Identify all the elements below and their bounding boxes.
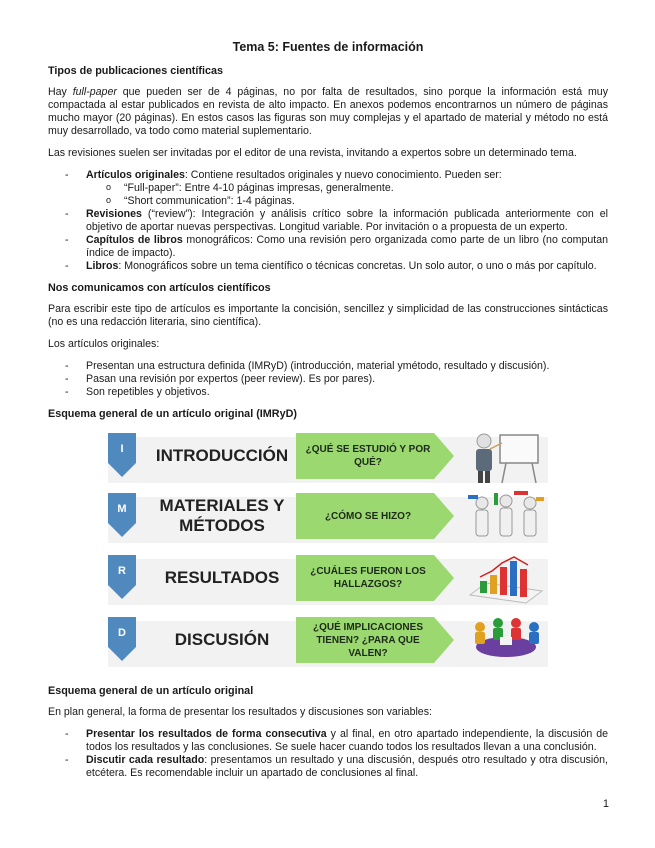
question-arrow xyxy=(296,617,454,663)
paragraph-concision: Para escribir este tipo de artículos es importante la concisión, sencillez y simplicidad de las construcciones sintácticas (no es una redacción literaria, sino científica). xyxy=(48,303,608,328)
question-text: ¿QUÉ IMPLICACIONES TIENEN? ¿PARA QUE VALEN? xyxy=(312,621,423,659)
paragraph-original-articles: Los artículos originales: xyxy=(48,338,160,350)
term-description: y al final, en otro apartado independiente, la discusión de todos los resultados y las conclusiones. Se suele hacer cuando todos los resultados llevan a una conclusión. xyxy=(86,728,608,753)
list-item xyxy=(48,260,608,273)
list-item: - Pasan una revisión por expertos (peer review). Es por pares). xyxy=(48,373,608,386)
page-title: Tema 5: Fuentes de información xyxy=(232,40,424,54)
list-item xyxy=(48,754,608,780)
row-heading: DISCUSIÓN xyxy=(174,630,270,649)
text-run: Hay xyxy=(48,86,73,98)
marker-letter: R xyxy=(118,565,126,577)
letter-marker xyxy=(108,617,136,661)
question-arrow xyxy=(296,493,454,539)
original-articles-list xyxy=(48,360,608,399)
list-item: - Presentan una estructura definida (IMRyD) (introducción, material ymétodo, resultado y discusión). xyxy=(48,360,608,373)
term-description: : Contiene resultados originales y nuevo conocimiento. Pueden ser: xyxy=(184,169,502,181)
letter-marker xyxy=(108,493,136,537)
marker-letter: D xyxy=(118,627,126,639)
imryd-diagram xyxy=(48,429,608,675)
question-text: ¿CUÁLES FUERON LOS HALLAZGOS? xyxy=(310,566,426,590)
term-bold: Presentar los resultados de forma consecutiva xyxy=(86,728,327,740)
row-heading: INTRODUCCIÓN xyxy=(155,446,289,465)
term-bold: Capítulos de libros xyxy=(86,234,183,246)
bar-chart-icon xyxy=(466,551,546,607)
section-heading-communication: Nos comunicamos con artículos científicos xyxy=(48,282,271,294)
row-heading: RESULTADOS xyxy=(164,568,280,587)
sub-list xyxy=(86,182,608,208)
term-bold: Revisiones xyxy=(86,208,142,220)
question-text: ¿CÓMO SE HIZO? xyxy=(324,510,412,522)
term-bold: Artículos originales xyxy=(86,169,185,181)
section-heading-publication-types: Tipos de publicaciones científicas xyxy=(48,65,224,77)
question-text: ¿QUÉ SE ESTUDIÓ Y POR QUÉ? xyxy=(305,444,431,468)
row-heading: MATERIALES Y MÉTODOS xyxy=(159,496,285,535)
list-item xyxy=(48,728,608,754)
question-arrow xyxy=(296,433,454,479)
presenter-whiteboard-icon xyxy=(466,429,546,485)
section-heading-imryd: Esquema general de un artículo original (IMRyD) xyxy=(48,408,297,420)
term-bold: Libros xyxy=(86,260,119,272)
question-arrow xyxy=(296,555,454,601)
sub-list-item: o “Full-paper”: Entre 4-10 páginas impresas, generalmente. xyxy=(86,182,608,195)
term-bold: Discutir cada resultado xyxy=(86,754,205,766)
list-item xyxy=(48,169,608,208)
letter-marker xyxy=(108,433,136,477)
publication-types-list xyxy=(48,169,608,273)
team-tools-icon xyxy=(466,489,546,545)
paragraph-general-plan: En plan general, la forma de presentar los resultados y discusiones son variables: xyxy=(48,706,432,718)
section-heading-structure: Esquema general de un artículo original xyxy=(48,685,254,697)
marker-letter: M xyxy=(117,503,127,515)
document-page xyxy=(48,40,608,789)
term-description: : presentamos un resultado y una discusión, después otro resultado y otra discusión, etcétera. Es recomendable incluir un apartado de conclusiones al final. xyxy=(86,754,608,779)
sub-list-item: o “Short communication”: 1-4 páginas. xyxy=(86,195,608,208)
list-item: - Son repetibles y objetivos. xyxy=(48,386,608,399)
page-number: 1 xyxy=(602,798,609,810)
text-run: que pueden ser de 4 páginas, no por falta de resultados, sino porque la información está muy compactada al estar publicados en revista de alto impacto. En anexos podemos encontrarnos un número de páginas mucho mayor (20 páginas). En estos casos las figuras son muy complejas y el apartado de material y método no está muy desarrollado, va todo como material suplementario. xyxy=(48,86,608,137)
meeting-table-icon xyxy=(466,613,546,669)
term-description: : Monográficos sobre un tema científico o técnicas concretas. Un solo autor, o uno o más por capítulo. xyxy=(118,260,597,272)
imryd-row-introduccion xyxy=(48,429,608,485)
presentation-list xyxy=(48,728,608,780)
term-description: monográficos: Como una revisión pero organizada como parte de un libro (no computan índice de impacto). xyxy=(86,234,608,259)
list-item xyxy=(48,234,608,260)
imryd-row-resultados xyxy=(48,551,608,607)
letter-marker xyxy=(108,555,136,599)
italic-term: full-paper xyxy=(72,86,117,98)
imryd-row-materiales xyxy=(48,489,608,545)
imryd-row-discusion xyxy=(48,613,608,669)
list-item xyxy=(48,208,608,234)
paragraph-reviews: Las revisiones suelen ser invitadas por el editor de una revista, invitando a expertos sobre un determinado tema. xyxy=(48,147,577,159)
term-description: (“review”): Integración y análisis crítico sobre la información publicada anteriormente con el objetivo de aportar nuevas perspectivas. Longitud variable. Por invitación o a propuesta de un experto. xyxy=(86,208,608,233)
marker-letter: I xyxy=(120,443,124,455)
paragraph-full-paper xyxy=(48,86,608,138)
